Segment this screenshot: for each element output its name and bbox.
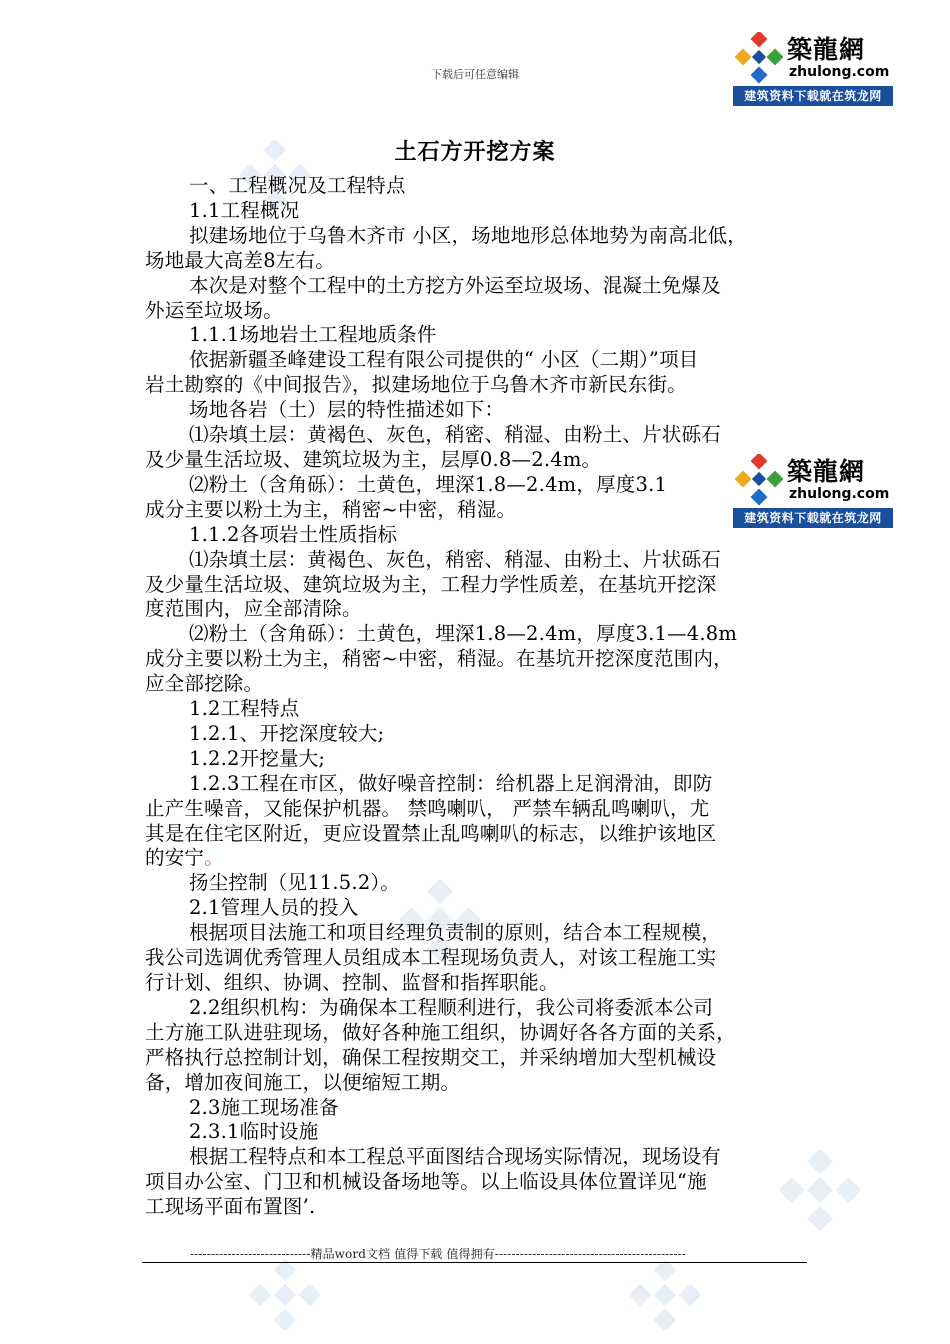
document-body: [145, 174, 815, 1220]
body-line-text: 度范围内，应全部清除。: [145, 597, 362, 621]
body-line-text: 2.2组织机构：为确保本工程顺利进行，我公司将委派本公司: [189, 995, 714, 1019]
body-line: [145, 498, 815, 523]
body-line: [145, 473, 815, 498]
body-line-text: 1.1工程概况: [189, 198, 300, 222]
body-line: [145, 523, 815, 548]
body-line-text: 其是在住宅区附近，更应设置禁止乱鸣喇叭的标志，以维护该地区: [145, 821, 717, 845]
body-line: [145, 822, 815, 847]
watermark-flake-icon: [250, 1260, 320, 1330]
zhulong-logo: [733, 30, 893, 110]
body-line: [145, 1046, 815, 1071]
body-line: [145, 672, 815, 697]
body-line-text: 一、工程概况及工程特点: [189, 174, 406, 197]
body-line: [145, 548, 815, 573]
body-line: [145, 299, 815, 324]
footer-rule: [142, 1262, 807, 1263]
body-line-text: 场地各岩（土）层的特性描述如下：: [189, 398, 505, 422]
body-line: [145, 996, 815, 1021]
logo-chinese-name: 築龍網: [787, 457, 866, 486]
body-line: [145, 348, 815, 373]
body-line-text: 根据项目法施工和项目经理负责制的原则，结合本工程规模，: [189, 921, 721, 945]
body-line: [145, 174, 815, 199]
body-line: [145, 747, 815, 772]
body-line: [145, 1021, 815, 1046]
body-line-text: 及少量生活垃圾、建筑垃圾为主，工程力学性质差，在基坑开挖深: [145, 572, 717, 596]
logo-domain: zhulong.com: [789, 64, 890, 80]
body-line-text: 备，增加夜间施工，以便缩短工期。: [145, 1070, 461, 1094]
body-line: [145, 871, 815, 896]
body-line-text: 成分主要以粉土为主，稍密~中密，稍湿。: [145, 497, 517, 521]
body-line-text: ⑴杂填土层：黄褐色、灰色，稍密、稍湿、由粉土、片状砾石: [189, 547, 721, 571]
body-line: [145, 896, 815, 921]
body-line: [145, 946, 815, 971]
body-line-text: 2.3施工现场准备: [189, 1095, 339, 1119]
body-line-text: 岩土勘察的《中间报告》，拟建场地位于乌鲁木齐市新民东街。: [145, 373, 687, 397]
body-line: [145, 597, 815, 622]
footer-note: -----------------------------精品word文档 值得下载 值得拥有----------------------------------------------: [190, 1247, 686, 1261]
body-line: [145, 199, 815, 224]
body-line-text: 行计划、组织、协调、控制、监督和指挥职能。: [145, 971, 559, 994]
body-line-text: 1.2.2开挖量大;: [189, 746, 326, 770]
body-line-text: 1.1.2各项岩土性质指标: [189, 522, 398, 546]
body-line: [145, 1096, 815, 1121]
body-line: [145, 274, 815, 299]
body-line: [145, 772, 815, 797]
body-line-text: 项目办公室、门卫和机械设备场地等。以上临设具体位置详见“施: [145, 1170, 707, 1194]
body-line-text: ⑴杂填土层：黄褐色、灰色，稍密、稍湿、由粉土、片状砾石: [189, 423, 721, 447]
body-line-text: 工现场平面布置图’.: [145, 1195, 316, 1219]
logo-domain: zhulong.com: [789, 486, 890, 502]
body-line: [145, 1195, 815, 1220]
body-line: [145, 423, 815, 448]
body-line-text: ⑵粉土（含角砾）：土黄色，埋深1.8—2.4m，厚度3.1: [189, 472, 668, 496]
body-line: [145, 1071, 815, 1096]
body-line: [145, 846, 815, 871]
body-line: [145, 722, 815, 747]
body-line: [145, 622, 815, 647]
body-line-text: 依据新疆圣峰建设工程有限公司提供的“ 小区（二期）”项目: [189, 348, 699, 372]
body-line-text: ⑵粉土（含角砾）：土黄色，埋深1.8—2.4m，厚度3.1—4.8m: [189, 622, 738, 646]
body-line-text: 拟建场地位于乌鲁木齐市 小区，场地地形总体地势为南高北低，: [189, 223, 747, 247]
body-line: [145, 448, 815, 473]
logo-slogan: 建筑资料下载就在筑龙网: [733, 508, 893, 528]
body-line-text: 1.2工程特点: [189, 697, 300, 721]
body-line: [145, 1170, 815, 1195]
logo-chinese-name: 築龍網: [787, 35, 866, 64]
body-line-text: 止产生噪音，又能保护机器。 禁鸣喇叭， 严禁车辆乱鸣喇叭，尤: [145, 796, 710, 820]
body-line: [145, 249, 815, 274]
document-title: 土石方开挖方案: [394, 139, 556, 165]
body-line-text: 场地最大高差8左右。: [145, 248, 335, 272]
header-note: 下载后可任意编辑: [431, 68, 519, 81]
body-line-text: 的安宁: [145, 846, 205, 870]
body-line: [145, 921, 815, 946]
watermark-flake-icon: [630, 1260, 700, 1330]
body-line: [145, 797, 815, 822]
body-line-text: 成分主要以粉土为主，稍密~中密，稍湿。在基坑开挖深度范围内，: [145, 647, 733, 671]
body-line-text: 我公司选调优秀管理人员组成本工程现场负责人，对该工程施工实: [145, 946, 717, 970]
body-line: [145, 971, 815, 996]
body-line: [145, 697, 815, 722]
body-line: [145, 224, 815, 249]
body-line: [145, 398, 815, 423]
body-line: [145, 323, 815, 348]
logo-slogan: 建筑资料下载就在筑龙网: [733, 86, 893, 106]
body-line-text: 严格执行总控制计划，确保工程按期交工，并采纳增加大型机械设: [145, 1045, 717, 1069]
zhulong-snowflake-icon: [735, 32, 783, 84]
body-line-text: 扬尘控制（见11.5.2）。: [189, 871, 401, 895]
body-line-text: 应全部挖除。: [145, 672, 264, 696]
body-line-text: 及少量生活垃圾、建筑垃圾为主，层厚0.8—2.4m。: [145, 447, 602, 471]
body-line-text: 2.3.1临时设施: [189, 1120, 319, 1144]
body-line-text: 1.2.3工程在市区，做好噪音控制：给机器上足润滑油，即防: [189, 771, 713, 795]
body-line-text: 外运至垃圾场。: [145, 298, 283, 322]
body-line-text: 土方施工队进驻现场，做好各种施工组织，协调好各各方面的关系，: [145, 1020, 737, 1044]
body-line: [145, 373, 815, 398]
body-line: [145, 573, 815, 598]
body-line: [145, 1145, 815, 1170]
body-line: [145, 1120, 815, 1145]
body-line-text: 1.1.1场地岩土工程地质条件: [189, 323, 437, 347]
body-line-text: 根据工程特点和本工程总平面图结合现场实际情况，现场设有: [189, 1145, 721, 1169]
body-line-tail: 。: [204, 846, 224, 870]
body-line-text: 2.1管理人员的投入: [189, 896, 359, 920]
body-line-text: 1.2.1、开挖深度较大;: [189, 721, 385, 745]
body-line: [145, 647, 815, 672]
body-line-text: 本次是对整个工程中的土方挖方外运至垃圾场、混凝土免爆及: [189, 273, 721, 297]
